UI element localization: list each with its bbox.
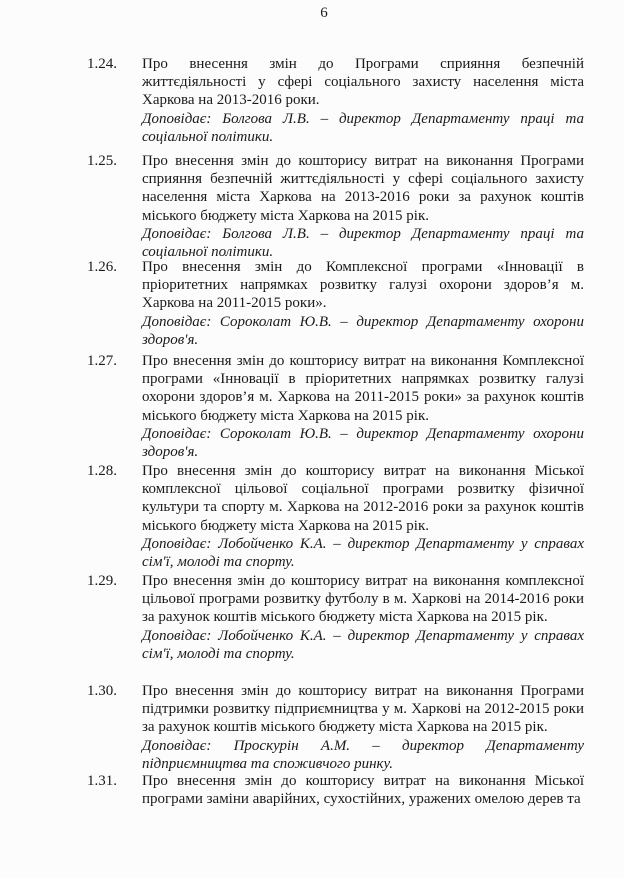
item-number: 1.24.	[87, 56, 117, 72]
agenda-item	[87, 258, 585, 349]
agenda-item	[87, 572, 585, 663]
agenda-item	[87, 152, 585, 261]
item-number: 1.26.	[87, 259, 117, 275]
item-number: 1.30.	[87, 683, 117, 699]
item-reporter: Доповідає: Болгова Л.В. – директор Департаменту праці та соціальної політики.	[142, 110, 584, 145]
item-reporter: Доповідає: Проскурін А.М. – директор Департаменту підприємництва та споживчого ринку.	[142, 737, 584, 772]
item-number: 1.28.	[87, 463, 117, 479]
item-number: 1.31.	[87, 773, 117, 789]
agenda-item	[87, 352, 585, 461]
page-number: 6	[320, 5, 328, 21]
item-number: 1.29.	[87, 573, 117, 589]
item-reporter: Доповідає: Болгова Л.В. – директор Департаменту праці та соціальної політики.	[142, 225, 584, 261]
agenda-item	[87, 682, 585, 773]
item-number: 1.25.	[87, 153, 117, 169]
item-text: Про внесення змін до кошторису витрат на виконання Програми підтримки розвитку підприємництва у м. Харкові на 2012-2015 роки за рахунок коштів міського бюджету міста Харкова на 2015 рік.	[142, 683, 584, 736]
item-reporter: Доповідає: Сороколат Ю.В. – директор Департаменту охорони здоров'я.	[142, 425, 584, 461]
item-number: 1.27.	[87, 353, 117, 369]
item-text: Про внесення змін до Програми сприяння безпечній життєдіяльності у сфері соціального захисту населення міста Харкова на 2013-2016 роки.	[142, 56, 584, 109]
item-text: Про внесення змін до кошторису витрат на виконання Міської програми заміни аварійних, сухостійних, уражених омелою дерев та	[142, 773, 584, 808]
item-text: Про внесення змін до Комплексної програми «Інновації в пріоритетних напрямках розвитку галузі охорони здоров’я м. Харкова на 2011-2015 роки».	[142, 259, 584, 312]
item-reporter: Доповідає: Лобойченко К.А. – директор Департаменту у справах сім'ї, молоді та спорту.	[142, 535, 584, 571]
item-text: Про внесення змін до кошторису витрат на виконання Міської комплексної цільової соціальної програми розвитку фізичної культури та спорту м. Харкова на 2012-2016 роки за рахунок коштів міського бюджету міста Харкова на 2015 рік.	[142, 463, 584, 534]
item-reporter: Доповідає: Лобойченко К.А. – директор Департаменту у справах сім'ї, молоді та спорту.	[142, 627, 584, 662]
item-reporter: Доповідає: Сороколат Ю.В. – директор Департаменту охорони здоров'я.	[142, 313, 584, 348]
agenda-item	[87, 55, 585, 146]
item-text: Про внесення змін до кошторису витрат на виконання комплексної цільової програми розвитку футболу в м. Харкові на 2014-2016 роки за рахунок коштів міського бюджету міста Харкова на 2015 рік.	[142, 573, 584, 626]
item-text: Про внесення змін до кошторису витрат на виконання Програми сприяння безпечній життєдіяльності у сфері соціального захисту населення міста Харкова на 2013-2016 роки за рахунок коштів міського бюджету міста Харкова на 2015 рік.	[142, 153, 584, 224]
agenda-item	[87, 772, 585, 808]
item-text: Про внесення змін до кошторису витрат на виконання Комплексної програми «Інновації в пріоритетних напрямках розвитку галузі охорони здоров’я м. Харкова на 2011-2015 роки» за рахунок коштів міського бюджету міста Харкова на 2015 рік.	[142, 353, 584, 424]
agenda-item	[87, 462, 585, 571]
